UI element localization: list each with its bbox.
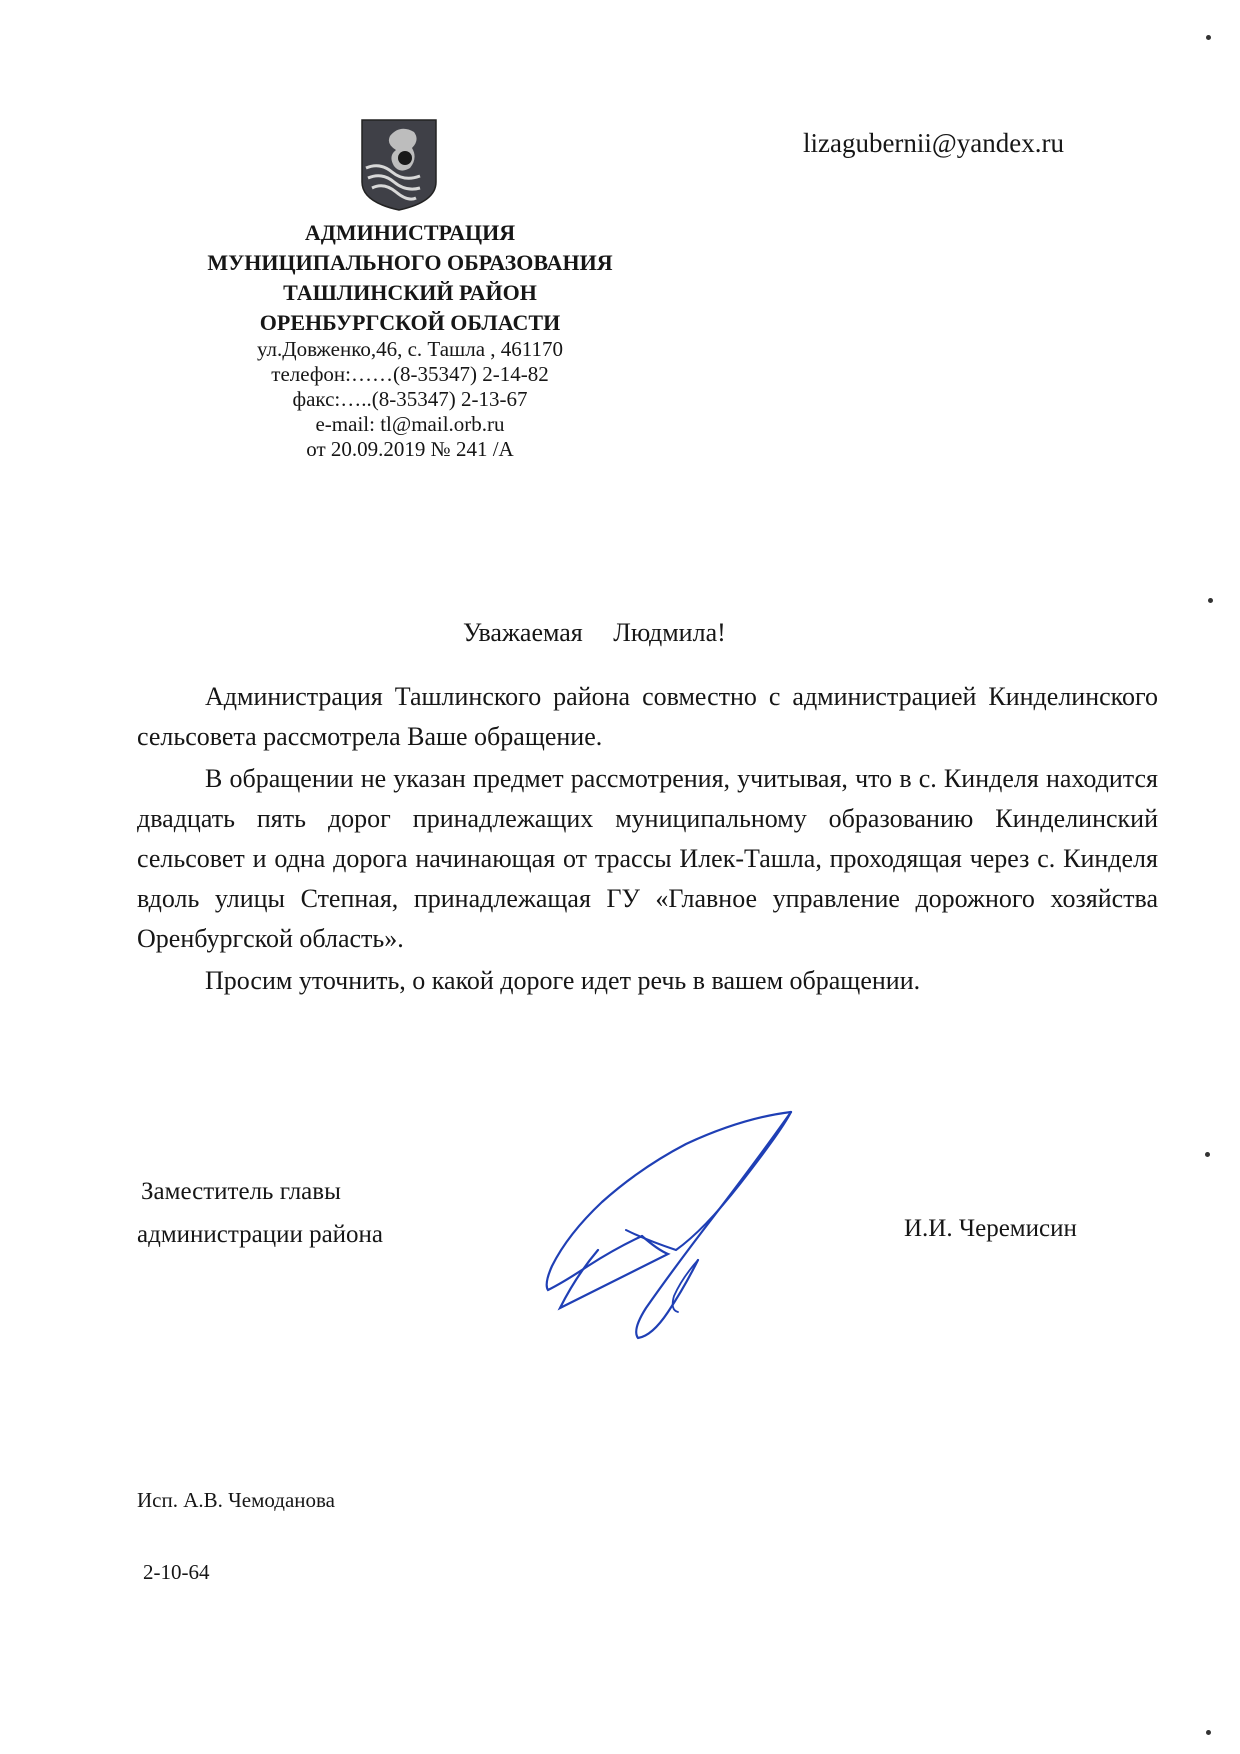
- body-paragraph: Просим уточнить, о какой дороге идет речь в вашем обращении.: [205, 966, 921, 995]
- scan-dot: [1208, 598, 1213, 603]
- handwritten-signature: [528, 1100, 908, 1390]
- recipient-email: lizagubernii@yandex.ru: [802, 128, 1064, 158]
- signer-position-line: администрации района: [137, 1221, 384, 1248]
- org-fax: факс:…..(8-35347) 2-13-67: [292, 387, 528, 411]
- organization-header: [160, 218, 660, 338]
- scan-dot: [1206, 1730, 1211, 1735]
- body-paragraph: Администрация Ташлинского района совместно с администрацией Кинделинского сельсовета рассмотрела Ваше обращение.: [137, 682, 1158, 751]
- org-email: e-mail: tl@mail.orb.ru: [315, 412, 505, 436]
- org-address: ул.Довженко,46, с. Ташла , 461170: [256, 337, 563, 361]
- letter-body: [137, 677, 1158, 1003]
- executor-phone: 2-10-64: [143, 1560, 210, 1584]
- signer-position: [137, 1170, 383, 1256]
- outgoing-reference: от 20.09.2019 № 241 /А: [306, 437, 514, 461]
- org-line: ТАШЛИНСКИЙ РАЙОН: [283, 280, 537, 305]
- executor-name: Исп. А.В. Чемоданова: [137, 1488, 336, 1512]
- org-phone: телефон:……(8-35347) 2-14-82: [271, 362, 549, 386]
- signer-name: И.И. Черемисин: [904, 1215, 1077, 1242]
- org-line: МУНИЦИПАЛЬНОГО ОБРАЗОВАНИЯ: [207, 250, 613, 275]
- body-paragraph: В обращении не указан предмет рассмотрения, учитывая, что в с. Кинделя находится двадцать пять дорог принадлежащих муниципальному образованию Кинделинский сельсовет и одна дорога начинающая от трассы Илек-Ташла, проходящая через с. Кинделя вдоль улицы Степная, принадлежащая ГУ «Главное управление дорожного хозяйства Оренбургской область».: [137, 764, 1158, 953]
- org-line: ОРЕНБУРГСКОЙ ОБЛАСТИ: [259, 310, 561, 335]
- signer-position-line: Заместитель главы: [141, 1178, 341, 1205]
- contact-details: [150, 337, 670, 462]
- scan-dot: [1206, 35, 1211, 40]
- salutation: Уважаемая Людмила!: [463, 618, 726, 647]
- org-line: АДМИНИСТРАЦИЯ: [304, 220, 516, 245]
- scan-dot: [1205, 1152, 1210, 1157]
